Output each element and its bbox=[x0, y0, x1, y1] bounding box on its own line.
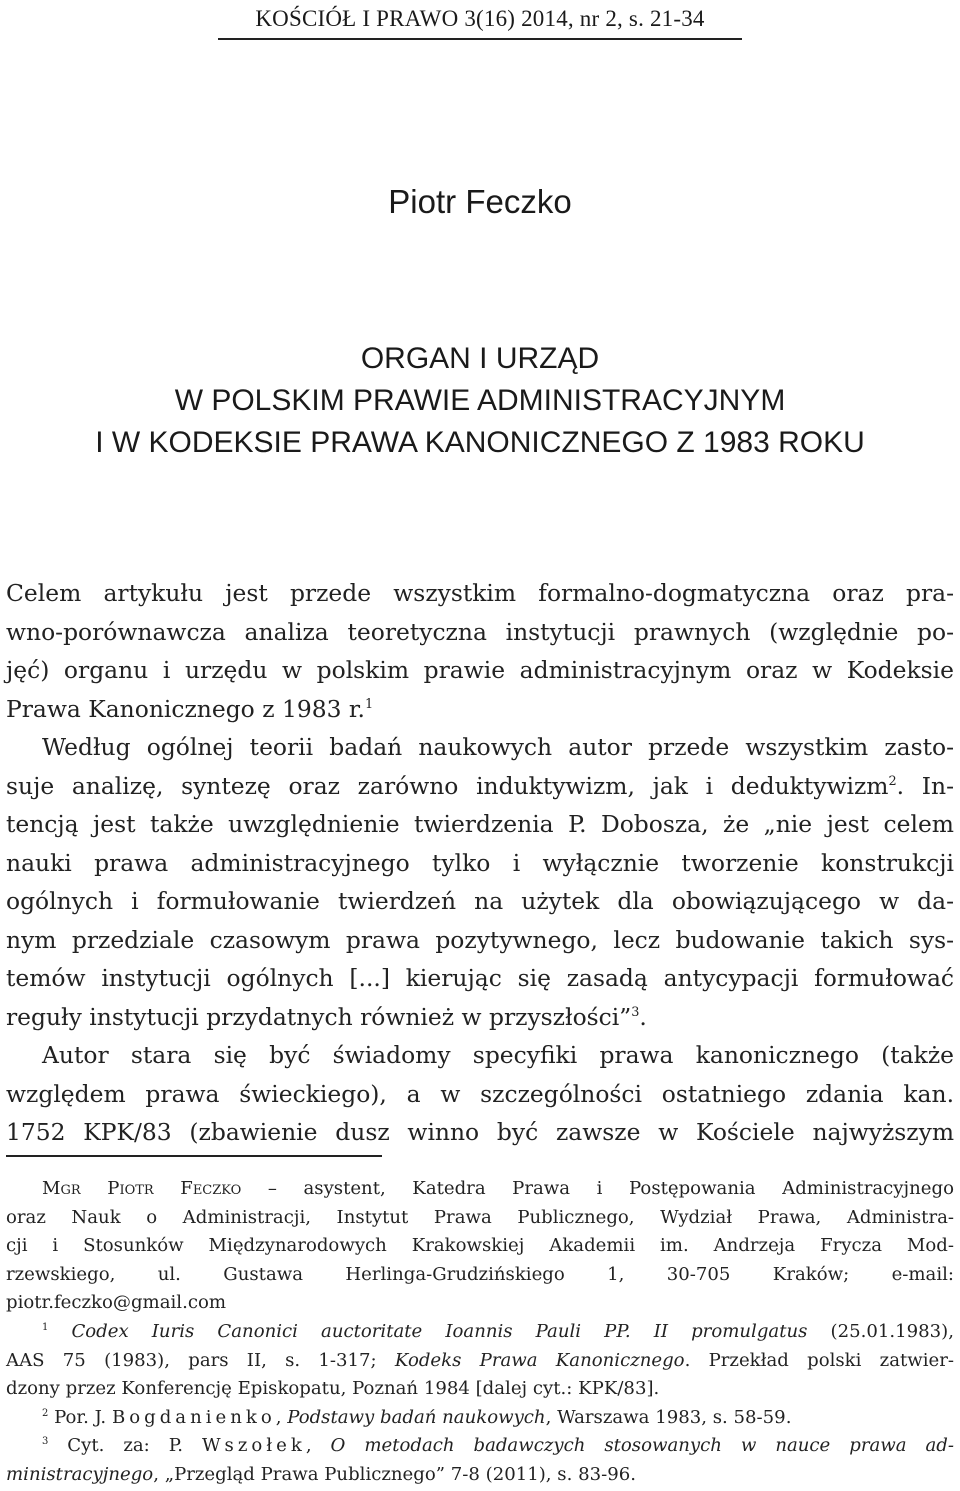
footnote-italic: O metodach badawczych stosowanych w nauce prawa ad- bbox=[330, 1435, 954, 1457]
footnote-italic: Codex Iuris Canonici auctoritate Ioannis Pauli PP. II promulgatus bbox=[71, 1320, 808, 1342]
footnote-ref-2: 2 bbox=[888, 773, 897, 789]
footnote-1 bbox=[6, 1318, 954, 1347]
footnote-text: , bbox=[305, 1435, 331, 1457]
footnote-number: 3 bbox=[42, 1436, 49, 1448]
body-line: tencją jest także uwzględnienie twierdzenia P. Dobosza, że „nie jest celem bbox=[6, 810, 954, 838]
footnote-text: , „Przegląd Prawa Publicznego” 7-8 (2011), s. 83-96. bbox=[153, 1463, 637, 1485]
body-line bbox=[6, 767, 954, 806]
footnote-text: (25.01.1983), bbox=[807, 1320, 954, 1342]
body-line: wno-porównawcza analiza teoretyczna instytucji prawnych (względnie po- bbox=[6, 617, 954, 646]
footnote-italic: Kodeks Prawa Kanonicznego bbox=[394, 1349, 685, 1371]
footnote-line bbox=[6, 1461, 954, 1490]
cited-author: Bogdanienko bbox=[111, 1406, 276, 1428]
body-line bbox=[6, 728, 954, 767]
footnotes bbox=[6, 1175, 954, 1490]
footnote-ref-3: 3 bbox=[631, 1004, 640, 1020]
body-line: temów instytucji ogólnych [...] kierując się zasadą antycypacji formułować bbox=[6, 964, 954, 992]
body-line: jęć) organu i urzędu w polskim prawie administracyjnym oraz w Kodeksie bbox=[6, 656, 954, 684]
footnote-text: AAS 75 (1983), pars II, s. 1-317; bbox=[6, 1349, 395, 1371]
body-line: ogólnych i formułowanie twierdzeń na użytek dla obowiązującego w da- bbox=[6, 887, 954, 915]
body-line bbox=[6, 1036, 954, 1075]
body-text: Prawa Kanonicznego z 1983 r. bbox=[6, 694, 365, 723]
footnote-number: 1 bbox=[42, 1322, 49, 1334]
footnote-text: , Warszawa 1983, s. 58-59. bbox=[545, 1406, 792, 1428]
footnote-line: cji i Stosunków Międzynarodowych Krakowskiej Akademii im. Andrzeja Frycza Mod- bbox=[6, 1235, 954, 1257]
footnote-line: oraz Nauk o Administracji, Instytut Prawa Publicznego, Wydział Prawa, Administra- bbox=[6, 1206, 954, 1228]
article-title bbox=[0, 338, 960, 464]
footnote-ref-1: 1 bbox=[364, 696, 374, 712]
footnote-text: Por. J. bbox=[48, 1406, 112, 1428]
footnote-line bbox=[6, 1347, 954, 1376]
footnote-line: rzewskiego, ul. Gustawa Herlinga-Grudzińskiego 1, 30-705 Kraków; e-mail: bbox=[6, 1263, 954, 1285]
body-text: Autor stara się być świadomy specyfiki prawa kanonicznego (także bbox=[42, 1041, 954, 1069]
body-line: nym przedziale czasowym prawa pozytywnego, lecz budowanie takich sys- bbox=[6, 925, 954, 954]
body-line: względem prawa świeckiego), a w szczególności ostatniego zdania kan. bbox=[6, 1079, 954, 1108]
body-line: 1752 KPK/83 (zbawienie dusz winno być zawsze w Kościele najwyższym bbox=[6, 1118, 954, 1146]
running-head: KOŚCIÓŁ I PRAWO 3(16) 2014, nr 2, s. 21-34 bbox=[255, 6, 705, 31]
cited-author: Wszołek bbox=[201, 1435, 306, 1457]
abstract-body bbox=[6, 574, 954, 1152]
footnote-2 bbox=[6, 1404, 954, 1433]
title-line: I W KODEKSIE PRAWA KANONICZNEGO Z 1983 ROKU bbox=[95, 426, 865, 459]
body-text: . In- bbox=[896, 771, 954, 800]
body-line bbox=[6, 998, 954, 1037]
article-author: Piotr Feczko bbox=[388, 183, 572, 220]
body-text: . bbox=[639, 1002, 647, 1031]
body-line: nauki prawa administracyjnego tylko i wyłącznie tworzenie konstrukcji bbox=[6, 848, 954, 877]
body-text: reguły instytucji przydatnych również w przyszłości” bbox=[6, 1002, 632, 1031]
footnote-italic: Podstawy badań naukowych bbox=[287, 1406, 546, 1428]
author-note-name: Mgr Piotr Feczko bbox=[42, 1178, 242, 1199]
body-text: Według ogólnej teorii badań naukowych autor przede wszystkim zasto- bbox=[42, 733, 954, 761]
running-head-rule bbox=[218, 38, 742, 40]
footnote-text: – asystent, Katedra Prawa i Postępowania Administracyjnego bbox=[241, 1178, 954, 1199]
title-line: ORGAN I URZĄD bbox=[360, 342, 600, 375]
footnote-line: dzony przez Konferencję Episkopatu, Poznań 1984 [dalej cyt.: KPK/83]. bbox=[6, 1378, 660, 1400]
footnote-rule bbox=[6, 1155, 382, 1157]
footnote-text: , bbox=[275, 1406, 288, 1428]
footnote-italic: ministracyjnego bbox=[6, 1463, 154, 1485]
footnote-text: . Przekład polski zatwier- bbox=[684, 1349, 955, 1371]
title-line: W POLSKIM PRAWIE ADMINISTRACYJNYM bbox=[174, 384, 786, 417]
footnote-number: 2 bbox=[42, 1407, 49, 1419]
body-line: Celem artykułu jest przede wszystkim formalno-dogmatyczna oraz pra- bbox=[6, 579, 954, 607]
footnote-line bbox=[6, 1175, 954, 1204]
author-email: piotr.feczko@gmail.com bbox=[6, 1292, 227, 1314]
footnote-3 bbox=[6, 1432, 954, 1461]
body-line bbox=[6, 690, 954, 729]
footnote-text: Cyt. za: P. bbox=[48, 1435, 202, 1457]
body-text: suje analizę, syntezę oraz zarówno induktywizm, jak i deduktywizm bbox=[6, 771, 889, 800]
